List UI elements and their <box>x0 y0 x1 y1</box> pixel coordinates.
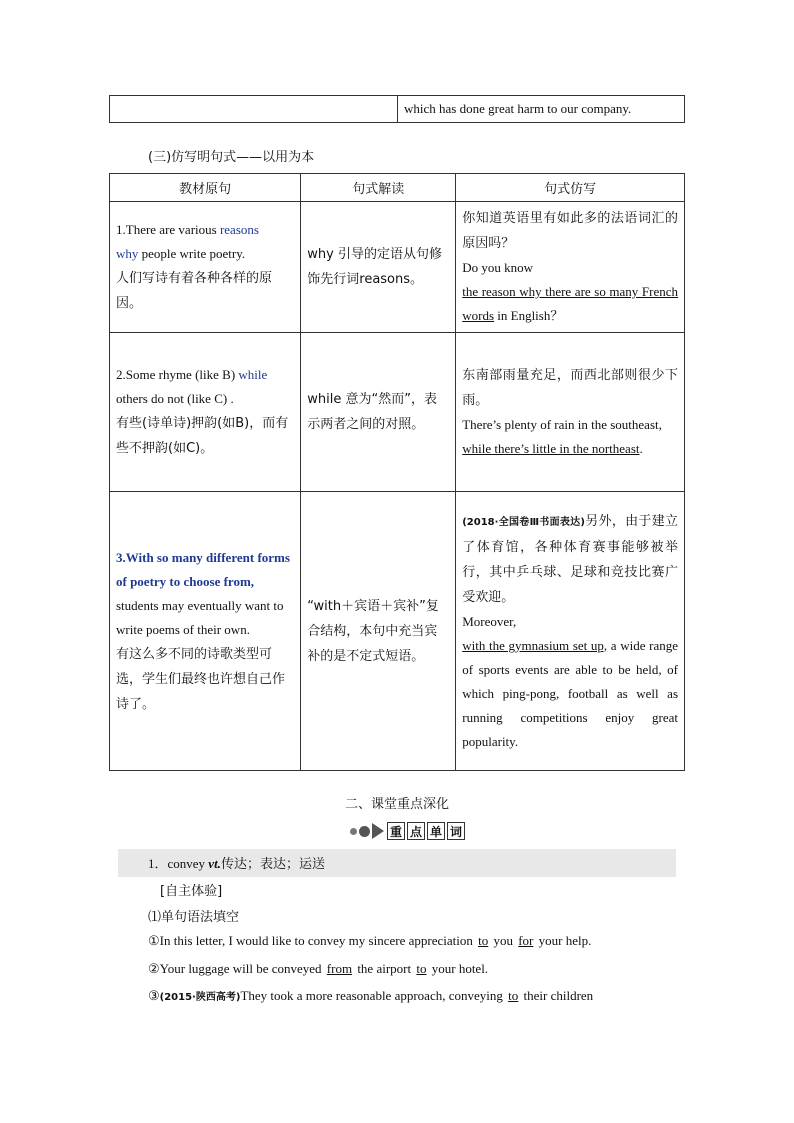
part-of-speech: vt. <box>208 856 221 871</box>
exercise-item <box>148 961 488 977</box>
answer-text: Do you know <box>462 260 534 275</box>
explanation: “with＋宾语＋宾补”复合结构，本句中充当宾补的是不定式短语。 <box>307 598 439 664</box>
text: students may eventually want to write poems of their own. <box>116 597 284 637</box>
text: their children <box>520 988 594 1003</box>
explanation-cell <box>301 492 456 771</box>
imitation-cell <box>456 333 685 492</box>
translation: 有些(诗单诗)押韵(如B)，而有些不押韵(如C)。 <box>116 416 289 456</box>
answer-blank: for <box>518 933 534 948</box>
chinese-prompt: 东南部雨量充足，而西北部则很少下雨。 <box>462 368 678 408</box>
answer-text: There’s plenty of rain in the southeast, <box>462 417 662 432</box>
answer-text: a wide range of sports events are able to be held, of which ping-pong, football as well as running competitions enjoy great popularity. <box>462 637 678 749</box>
explanation-cell <box>301 202 456 333</box>
highlight: reasons <box>219 222 259 237</box>
answer-blank: to <box>478 933 489 948</box>
answer-text: . <box>639 441 643 456</box>
source-tag: (2018·全国卷Ⅲ书面表达) <box>462 516 585 528</box>
imitation-cell <box>456 492 685 771</box>
badge-char: 重 <box>387 822 405 840</box>
answer-underlined: the reason why there are so many French words <box>462 284 678 323</box>
text: 1.There are various <box>116 222 220 237</box>
header-cell: 句式解读 <box>301 174 456 202</box>
explanation: while 意为“然而”，表示两者之间的对照。 <box>307 392 437 432</box>
original-sentence-cell <box>110 202 301 333</box>
text: ②Your luggage will be conveyed <box>148 961 325 976</box>
text: 2.Some rhyme (like B) <box>116 367 239 382</box>
exercise-title: ⑴单句语法填空 <box>148 910 240 925</box>
text: your hotel. <box>428 961 489 976</box>
highlight: why <box>116 246 139 261</box>
table-cell: which has done great harm to our company. <box>398 96 685 123</box>
table-header-row <box>110 174 685 202</box>
key-words-badge <box>350 821 467 841</box>
subsection-label: [自主体验] <box>160 884 223 899</box>
source-tag: (2015·陕西高考) <box>159 992 241 1003</box>
sentence-table <box>109 173 685 771</box>
word-meaning: 传达；表达；运送 <box>220 857 325 872</box>
dot-icon <box>359 826 370 837</box>
highlight: 3.With so many different forms of poetry to choose from, <box>116 549 290 589</box>
text: others do not (like C) . <box>116 391 234 406</box>
section-heading: 二、课堂重点深化 <box>344 797 449 812</box>
translation: 人们写诗有着各种各样的原因。 <box>116 271 273 311</box>
imitation-cell <box>456 202 685 333</box>
text: ①In this letter, I would like to convey my sincere appreciation <box>148 933 477 948</box>
word-entry <box>148 853 325 872</box>
chinese-prompt: 你知道英语里有如此多的法语词汇的原因吗？ <box>462 211 678 251</box>
text: your help. <box>535 933 592 948</box>
header-cell: 教材原句 <box>110 174 301 202</box>
explanation: why 引导的定语从句修饰先行词reasons。 <box>307 247 442 287</box>
table-row <box>110 492 685 771</box>
answer-underlined: while there’s little in the northeast <box>462 441 640 456</box>
explanation-cell <box>301 333 456 492</box>
answer-blank: from <box>326 961 353 976</box>
empty-cell <box>110 96 398 123</box>
exercise-item <box>148 988 593 1004</box>
section-title: (三)仿写明句式——以用为本 <box>148 150 315 165</box>
answer-text: in English？ <box>494 308 564 323</box>
previous-table-fragment <box>109 95 685 123</box>
badge-char: 词 <box>447 822 465 840</box>
text: ③ <box>148 988 160 1003</box>
text: They took a more reasonable approach, conveying <box>240 988 507 1003</box>
badge-char: 点 <box>407 822 425 840</box>
exercise-item <box>148 933 591 949</box>
text: people write poetry. <box>138 246 246 261</box>
table-row <box>110 202 685 333</box>
translation: 有这么多不同的诗歌类型可选，学生们最终也许想自己作诗了。 <box>116 646 286 712</box>
original-sentence-cell <box>110 333 301 492</box>
answer-blank: to <box>508 988 519 1003</box>
table-row <box>110 333 685 492</box>
dot-icon <box>350 828 357 835</box>
chinese-prompt: 另外，由于建立了体育馆，各种体育赛事能够被举行，其中乒乓球、足球和竞技比赛广受欢迎。 <box>462 513 678 605</box>
text: you <box>490 933 517 948</box>
original-sentence-cell <box>110 492 301 771</box>
header-cell: 句式仿写 <box>456 174 685 202</box>
text: the airport <box>354 961 415 976</box>
word-headword: 1．convey <box>148 856 209 871</box>
answer-text: Moreover, <box>462 613 517 629</box>
answer-blank: to <box>416 961 427 976</box>
answer-underlined: with the gymnasium set up, <box>462 637 608 653</box>
highlight: while <box>238 367 268 382</box>
badge-char: 单 <box>427 822 445 840</box>
arrow-icon <box>372 823 384 839</box>
